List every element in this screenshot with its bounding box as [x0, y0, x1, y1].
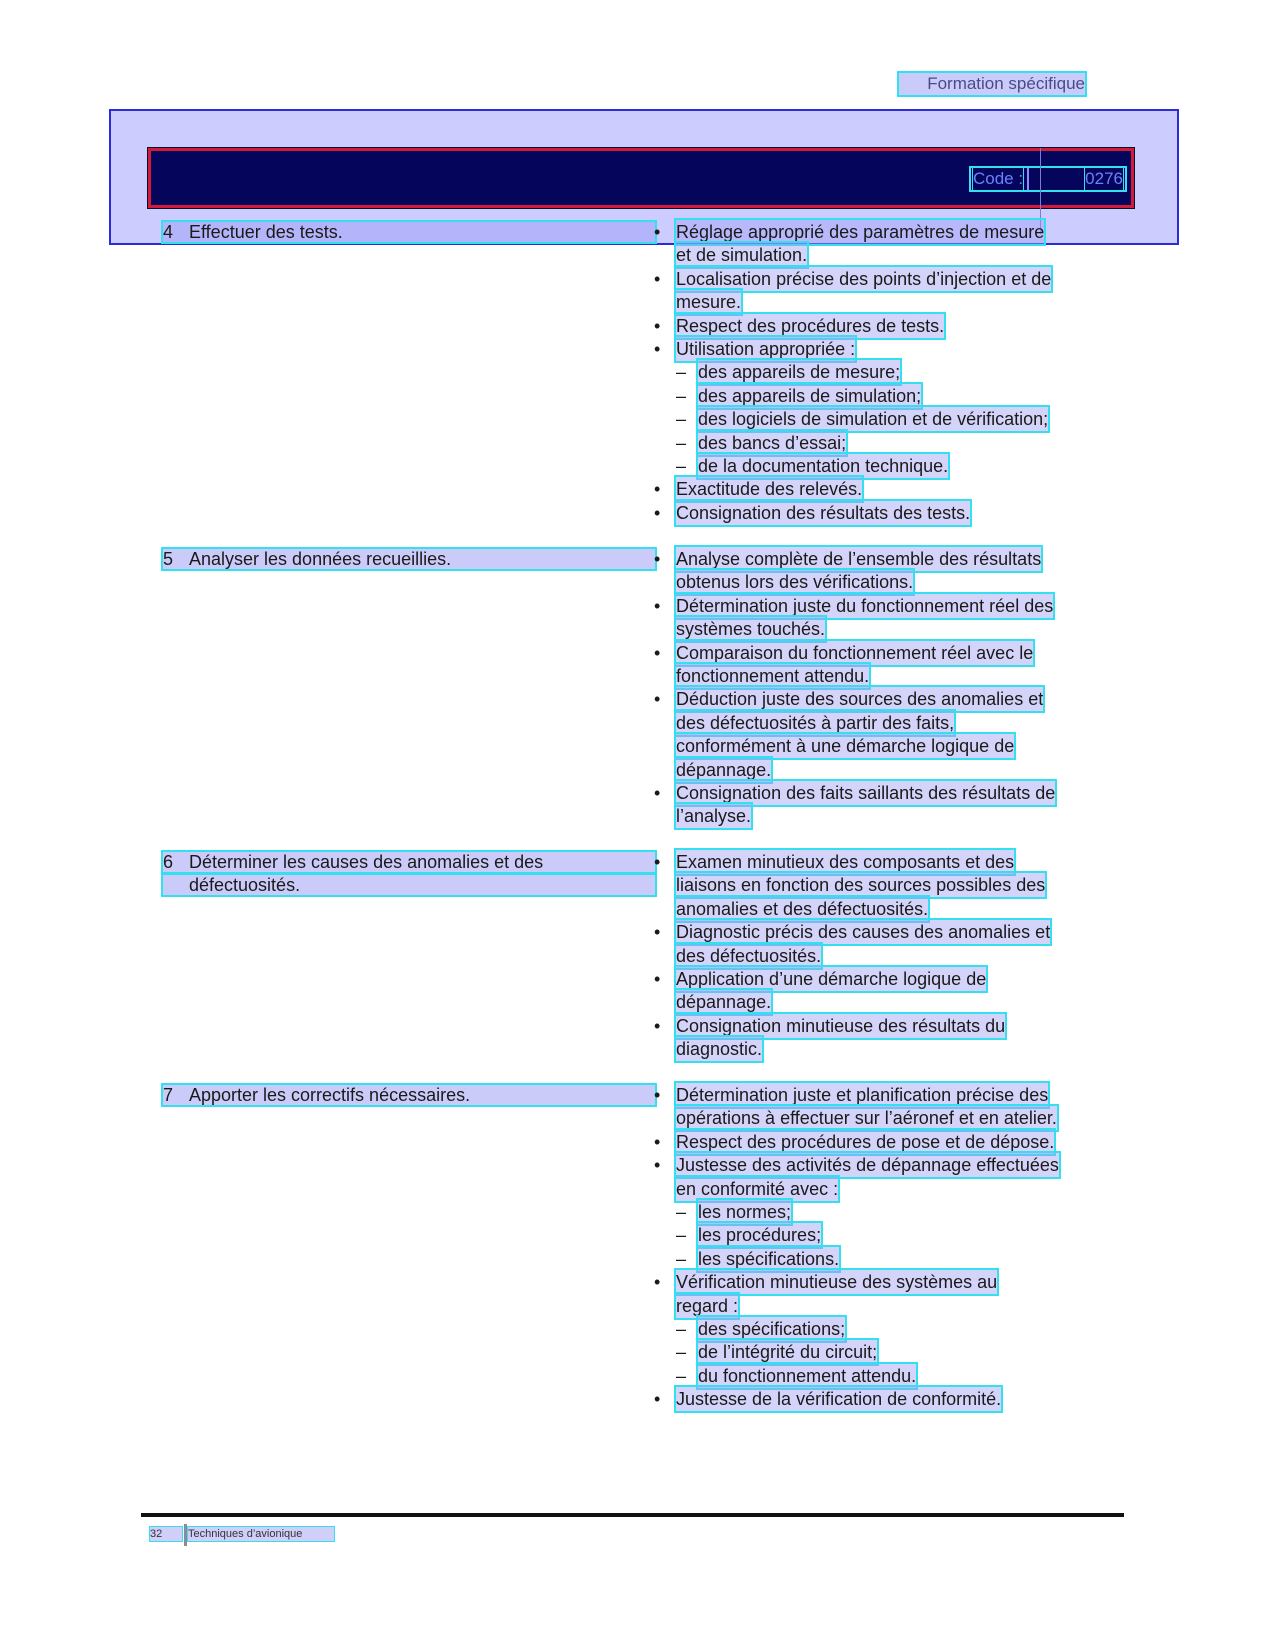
criterion-line: Consignation des faits saillants des résultats de — [676, 782, 1056, 803]
step-text-line: défectuosités. — [189, 875, 301, 896]
criterion-line: Consignation des résultats des tests. — [676, 502, 971, 523]
code-label: Code : — [973, 169, 1024, 188]
code-box — [971, 168, 1125, 190]
footer-rule — [141, 1513, 1124, 1517]
criterion-line: Réglage approprié des paramètres de mesure — [676, 222, 1045, 242]
criterion-line: diagnostic. — [676, 1039, 763, 1060]
criterion-line: les normes; — [698, 1201, 792, 1222]
step-text-line: Apporter les correctifs nécessaires. — [189, 1085, 471, 1105]
step-text — [189, 1083, 649, 1106]
step-text-line: Analyser les données recueillies. — [189, 549, 452, 569]
bullet-icon: • — [654, 1131, 661, 1152]
dash-icon: – — [676, 1201, 687, 1222]
criterion-line: Justesse de la vérification de conformité. — [676, 1389, 1002, 1410]
criterion-line: Utilisation appropriée : — [676, 338, 856, 359]
criterion-line: de la documentation technique. — [698, 455, 949, 476]
criterion-line: Examen minutieux des composants et des — [676, 852, 1015, 872]
bullet-icon: • — [654, 502, 661, 523]
criterion-line: obtenus lors des vérifications. — [676, 572, 914, 593]
criterion-line: des appareils de mesure; — [698, 362, 901, 383]
criterion-line: anomalies et des défectuosités. — [676, 898, 929, 919]
criterion-subitem — [654, 1223, 1124, 1246]
criterion-line: Justesse des activités de dépannage effectuées — [676, 1155, 1059, 1176]
criterion-subitem — [654, 407, 1124, 430]
criterion-item — [654, 314, 1124, 337]
criterion-item — [654, 687, 1124, 781]
criterion-line: des défectuosités à partir des faits, — [676, 712, 955, 733]
criterion-line: de l’intégrité du circuit; — [698, 1342, 878, 1363]
bullet-icon: • — [654, 315, 661, 336]
criterion-line: systèmes touchés. — [676, 619, 826, 640]
criterion-line: des défectuosités. — [676, 945, 822, 966]
criterion-item — [654, 967, 1124, 1014]
criterion-item — [654, 781, 1124, 828]
criterion-item — [654, 220, 1124, 267]
criterion-line: Exactitude des relevés. — [676, 479, 863, 500]
dash-icon: – — [676, 385, 687, 406]
bullet-icon: • — [654, 1015, 661, 1036]
step-text-line: Effectuer des tests. — [189, 222, 343, 242]
bullet-icon: • — [654, 268, 661, 289]
dash-icon: – — [676, 455, 687, 476]
step-number: 7 — [163, 1085, 174, 1105]
criterion-item — [654, 1130, 1124, 1153]
bullet-icon: • — [654, 968, 661, 989]
step-number: 4 — [163, 222, 174, 242]
criterion-subitem — [654, 1340, 1124, 1363]
criterion-line: les procédures; — [698, 1225, 822, 1246]
criterion-line: et de simulation. — [676, 245, 808, 266]
criterion-line: en conformité avec : — [676, 1178, 839, 1199]
bullet-icon: • — [654, 338, 661, 359]
bullet-icon: • — [654, 1272, 661, 1293]
criterion-line: des appareils de simulation; — [698, 385, 922, 406]
criterion-subitem — [654, 1200, 1124, 1223]
criterion-line: Détermination juste et planification précise des — [676, 1085, 1049, 1105]
step-text-line: Déterminer les causes des anomalies et des — [189, 852, 544, 872]
criterion-line: dépannage. — [676, 759, 772, 780]
criteria-list — [654, 547, 1124, 828]
criterion-line: Déduction juste des sources des anomalies et — [676, 689, 1044, 710]
bullet-icon: • — [654, 595, 661, 616]
criterion-item — [654, 1270, 1124, 1317]
bullet-icon: • — [654, 1085, 661, 1105]
criterion-line: mesure. — [676, 292, 742, 313]
step-number: 5 — [163, 549, 174, 569]
criteria-list — [654, 220, 1124, 524]
criterion-line: Vérification minutieuse des systèmes au — [676, 1272, 998, 1293]
criterion-item — [654, 267, 1124, 314]
criteria-list — [654, 1083, 1124, 1410]
criterion-item — [654, 547, 1124, 594]
code-separator — [1027, 168, 1029, 190]
step-text — [189, 850, 649, 897]
criterion-item — [654, 477, 1124, 500]
criterion-item — [654, 337, 1124, 360]
criterion-line: Analyse complète de l’ensemble des résultats — [676, 549, 1042, 569]
criterion-line: regard : — [676, 1295, 739, 1316]
criterion-line: l’analyse. — [676, 806, 752, 827]
criterion-line: les spécifications. — [698, 1248, 840, 1269]
step-number: 6 — [163, 852, 174, 872]
document-title: Techniques d’avionique — [188, 1527, 334, 1541]
criterion-subitem — [654, 431, 1124, 454]
criterion-line: Respect des procédures de pose et de dépose. — [676, 1131, 1055, 1152]
criterion-subitem — [654, 384, 1124, 407]
criterion-item — [654, 1014, 1124, 1061]
criterion-line: Comparaison du fonctionnement réel avec le — [676, 642, 1034, 663]
criterion-line: liaisons en fonction des sources possibles des — [676, 875, 1046, 896]
bullet-icon: • — [654, 689, 661, 710]
criterion-item — [654, 1387, 1124, 1410]
bullet-icon: • — [654, 222, 661, 242]
title-bar — [148, 148, 1134, 208]
criterion-line: des logiciels de simulation et de vérification; — [698, 409, 1049, 430]
dash-icon: – — [676, 362, 687, 383]
criterion-line: des bancs d’essai; — [698, 432, 847, 453]
dash-icon: – — [676, 1365, 687, 1386]
criterion-item — [654, 501, 1124, 524]
criterion-line: conformément à une démarche logique de — [676, 736, 1015, 757]
step-text — [189, 220, 649, 243]
header-label: Formation spécifique — [899, 73, 1085, 95]
criterion-subitem — [654, 454, 1124, 477]
criterion-line: Respect des procédures de tests. — [676, 315, 945, 336]
dash-icon: – — [676, 1225, 687, 1246]
bullet-icon: • — [654, 782, 661, 803]
criterion-item — [654, 1153, 1124, 1200]
criterion-line: fonctionnement attendu. — [676, 665, 870, 686]
bullet-icon: • — [654, 1389, 661, 1410]
criterion-line: Diagnostic précis des causes des anomalies et — [676, 922, 1051, 943]
criterion-item — [654, 920, 1124, 967]
dash-icon: – — [676, 1342, 687, 1363]
criterion-item — [654, 641, 1124, 688]
bullet-icon: • — [654, 549, 661, 569]
code-value: 0276 — [1085, 169, 1123, 188]
criterion-line: des spécifications; — [698, 1318, 846, 1339]
criterion-line: opérations à effectuer sur l’aéronef et en atelier. — [676, 1108, 1057, 1129]
criterion-line: Consignation minutieuse des résultats du — [676, 1015, 1006, 1036]
bullet-icon: • — [654, 642, 661, 663]
page-number: 32 — [150, 1527, 182, 1541]
bullet-icon: • — [654, 922, 661, 943]
criterion-item — [654, 594, 1124, 641]
criterion-item — [654, 850, 1124, 920]
dash-icon: – — [676, 1248, 687, 1269]
dash-icon: – — [676, 1318, 687, 1339]
criterion-line: Localisation précise des points d’injection et de — [676, 268, 1052, 289]
criterion-line: dépannage. — [676, 992, 772, 1013]
bullet-icon: • — [654, 852, 661, 872]
bullet-icon: • — [654, 479, 661, 500]
dash-icon: – — [676, 432, 687, 453]
criterion-line: du fonctionnement attendu. — [698, 1365, 917, 1386]
criterion-subitem — [654, 1317, 1124, 1340]
step-text — [189, 547, 649, 570]
criterion-item — [654, 1083, 1124, 1130]
criterion-line: Détermination juste du fonctionnement réel des — [676, 595, 1054, 616]
bullet-icon: • — [654, 1155, 661, 1176]
dash-icon: – — [676, 409, 687, 430]
criterion-subitem — [654, 1247, 1124, 1270]
criteria-list — [654, 850, 1124, 1061]
criterion-subitem — [654, 360, 1124, 383]
footer-separator — [184, 1524, 187, 1546]
criterion-subitem — [654, 1364, 1124, 1387]
criterion-line: Application d’une démarche logique de — [676, 968, 987, 989]
